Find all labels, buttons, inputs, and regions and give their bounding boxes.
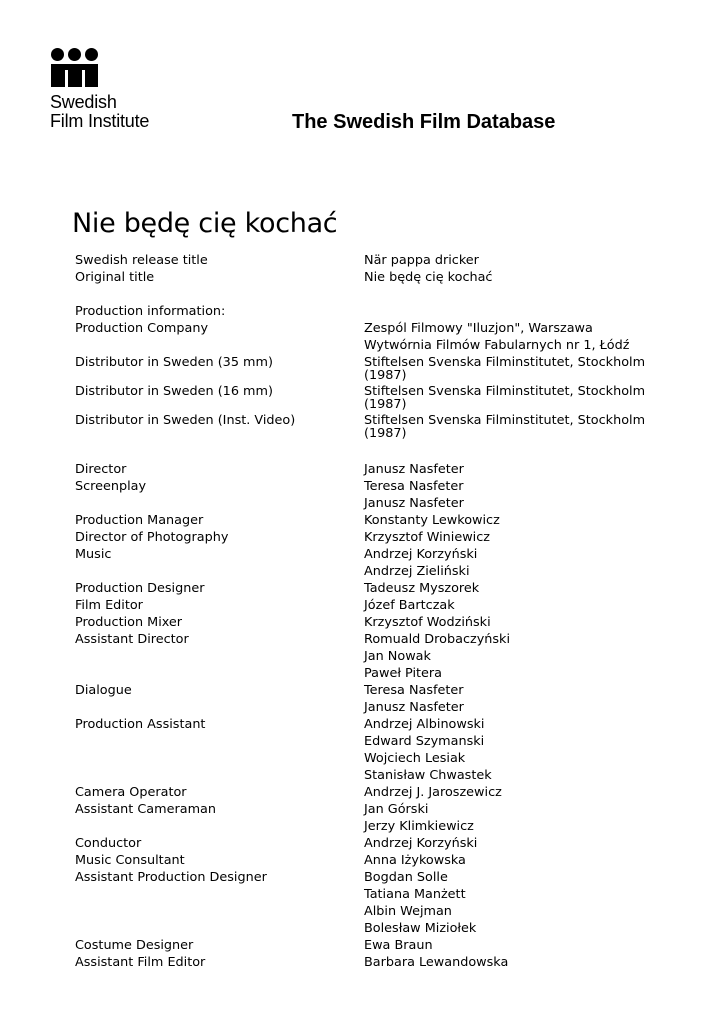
detail-value: Andrzej Zieliński	[364, 564, 470, 579]
detail-value: Zespól Filmowy "Iluzjon", Warszawa	[364, 321, 593, 336]
detail-value: Wytwórnia Filmów Fabularnych nr 1, Łódź	[364, 338, 630, 353]
detail-value: Paweł Pitera	[364, 666, 443, 681]
credits-section	[75, 463, 655, 973]
detail-label: Conductor	[75, 836, 142, 851]
detail-label: Director	[75, 462, 127, 477]
detail-value: Andrzej J. Jaroszewicz	[364, 785, 502, 800]
production-heading: Production information:	[75, 304, 226, 319]
detail-label: Assistant Cameraman	[75, 802, 217, 817]
detail-value: Andrzej Albinowski	[364, 717, 485, 732]
detail-row	[75, 514, 655, 531]
detail-row	[75, 684, 655, 701]
detail-label: Music	[75, 547, 112, 562]
detail-value: Konstanty Lewkowicz	[364, 513, 500, 528]
detail-row	[75, 531, 655, 548]
detail-label: Production Manager	[75, 513, 204, 528]
detail-value: Krzysztof Winiewicz	[364, 530, 490, 545]
detail-value: Jan Nowak	[364, 649, 431, 664]
detail-label: Assistant Production Designer	[75, 870, 267, 885]
detail-row	[75, 463, 655, 480]
detail-value: Stiftelsen Svenska Filminstitutet, Stockholm (1987)	[364, 413, 646, 441]
detail-label: Assistant Film Editor	[75, 955, 206, 970]
detail-row	[75, 633, 655, 650]
detail-row	[75, 854, 655, 871]
detail-value: Romuald Drobaczyński	[364, 632, 511, 647]
detail-label: Distributor in Sweden (35 mm)	[75, 355, 273, 370]
detail-row	[75, 667, 655, 684]
detail-value: Teresa Nasfeter	[364, 683, 464, 698]
detail-value: Józef Bartczak	[364, 598, 455, 613]
detail-value: Stiftelsen Svenska Filminstitutet, Stockholm (1987)	[364, 355, 646, 383]
detail-value: Albin Wejman	[364, 904, 452, 919]
detail-row	[75, 752, 655, 769]
detail-label: Dialogue	[75, 683, 132, 698]
detail-value: Jan Górski	[364, 802, 429, 817]
detail-row	[75, 786, 655, 803]
swedish-film-institute-logo	[50, 48, 190, 131]
detail-row	[75, 565, 655, 582]
detail-label: Original title	[75, 270, 155, 285]
detail-row	[75, 650, 655, 667]
titles-section	[75, 254, 655, 288]
detail-value: Janusz Nasfeter	[364, 462, 464, 477]
detail-row	[75, 271, 655, 288]
detail-row	[75, 480, 655, 497]
detail-row	[75, 254, 655, 271]
detail-label: Costume Designer	[75, 938, 194, 953]
detail-row	[75, 414, 655, 443]
logo-line-1: Swedish	[50, 92, 117, 112]
detail-value: Andrzej Korzyński	[364, 547, 478, 562]
detail-value: Tatiana Manżett	[364, 887, 466, 902]
detail-label: Production Designer	[75, 581, 205, 596]
detail-label: Swedish release title	[75, 253, 208, 268]
detail-label: Distributor in Sweden (Inst. Video)	[75, 413, 296, 428]
detail-row	[75, 616, 655, 633]
detail-label: Film Editor	[75, 598, 143, 613]
detail-row	[75, 322, 655, 339]
detail-row	[75, 548, 655, 565]
detail-row	[75, 385, 655, 414]
detail-row	[75, 956, 655, 973]
detail-value: Tadeusz Myszorek	[364, 581, 480, 596]
detail-value: Anna Iżykowska	[364, 853, 466, 868]
detail-row	[75, 939, 655, 956]
detail-value: Stiftelsen Svenska Filminstitutet, Stockholm (1987)	[364, 384, 646, 412]
detail-value: Janusz Nasfeter	[364, 496, 464, 511]
detail-label: Production Mixer	[75, 615, 183, 630]
detail-row	[75, 871, 655, 888]
detail-row	[75, 356, 655, 385]
detail-label: Production Company	[75, 321, 209, 336]
detail-value: Wojciech Lesiak	[364, 751, 466, 766]
detail-row	[75, 803, 655, 820]
film-details	[75, 254, 655, 973]
detail-value: Janusz Nasfeter	[364, 700, 464, 715]
detail-value: Bolesław Miziołek	[364, 921, 477, 936]
logo-wordmark	[50, 93, 190, 131]
detail-row	[75, 497, 655, 514]
detail-value: Jerzy Klimkiewicz	[364, 819, 474, 834]
detail-row	[75, 718, 655, 735]
detail-row	[75, 582, 655, 599]
detail-label: Distributor in Sweden (16 mm)	[75, 384, 273, 399]
detail-row	[75, 837, 655, 854]
film-title: Nie będę cię kochać	[72, 208, 338, 240]
detail-label: Assistant Director	[75, 632, 189, 647]
detail-row	[75, 599, 655, 616]
logo-line-2: Film Institute	[50, 111, 150, 131]
detail-row	[75, 922, 655, 939]
detail-label: Production Assistant	[75, 717, 206, 732]
detail-row	[75, 769, 655, 786]
detail-label: Music Consultant	[75, 853, 185, 868]
detail-row	[75, 339, 655, 356]
detail-value: Andrzej Korzyński	[364, 836, 478, 851]
detail-row	[75, 701, 655, 718]
detail-value: Teresa Nasfeter	[364, 479, 464, 494]
detail-value: Barbara Lewandowska	[364, 955, 509, 970]
detail-row	[75, 735, 655, 752]
film-institute-logo-icon	[50, 48, 100, 88]
detail-value: Bogdan Solle	[364, 870, 448, 885]
detail-row	[75, 888, 655, 905]
detail-label: Camera Operator	[75, 785, 187, 800]
detail-row	[75, 905, 655, 922]
detail-value: Stanisław Chwastek	[364, 768, 492, 783]
detail-value: Ewa Braun	[364, 938, 433, 953]
detail-label: Director of Photography	[75, 530, 229, 545]
detail-value: Edward Szymanski	[364, 734, 485, 749]
detail-row	[75, 820, 655, 837]
detail-value: När pappa dricker	[364, 253, 479, 268]
production-section	[75, 322, 655, 443]
detail-label: Screenplay	[75, 479, 147, 494]
detail-value: Krzysztof Wodziński	[364, 615, 491, 630]
database-title: The Swedish Film Database	[292, 111, 556, 133]
detail-value: Nie będę cię kochać	[364, 270, 493, 285]
